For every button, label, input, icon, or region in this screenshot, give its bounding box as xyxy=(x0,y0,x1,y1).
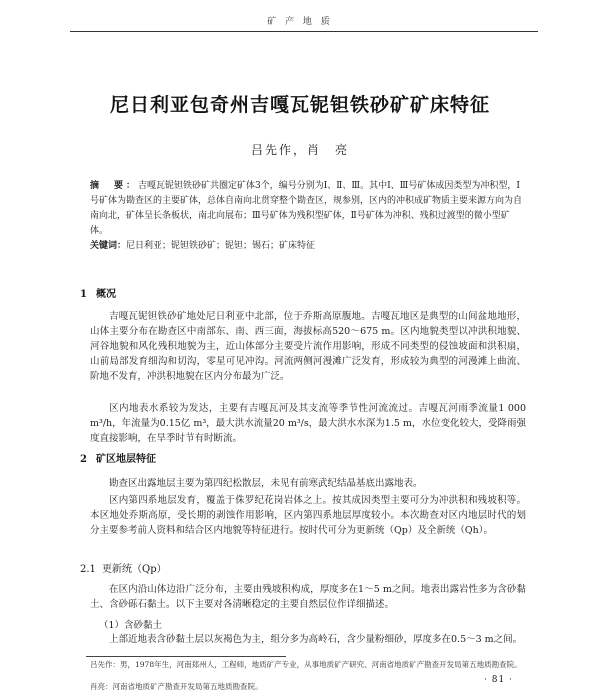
section-2-paragraph-1: 勘查区出露地层主要为第四纪松散层，未见有前寒武纪结晶基底出露地表。 xyxy=(109,478,423,489)
page-number: · 81 · xyxy=(484,675,513,685)
abstract-label: 摘 要： xyxy=(90,181,139,191)
footnote-rule xyxy=(86,656,286,657)
section-2-paragraph-2: 区内第四系地层发育，覆盖于侏罗纪花岗岩体之上。按其成因类型主要可分为冲洪积和残坡积等。本区地处乔斯高原，受长期的剥蚀作用影响，区内第四系地层厚度较小。本次勘查对区内地层时代的划分主要参考前人资料和结合区内地貌等特征进行。按时代可分为更新统（Qp）及全新统（Qh）。 xyxy=(90,495,526,536)
subsection-2-1-heading xyxy=(80,560,167,575)
authors: 吕先作，肖 亮 xyxy=(250,143,349,157)
footnote-unit: 肖亮：河南省地质矿产勘查开发局第五地质勘查院。 xyxy=(90,682,263,691)
abstract xyxy=(90,179,522,239)
subsection-2-1-title: 更新统（Qp） xyxy=(102,564,167,575)
section-2-number: 2 xyxy=(80,454,87,465)
section-1-heading xyxy=(80,285,116,300)
subsection-item-heading: （1）含砂黏土 xyxy=(99,620,163,631)
running-head: 矿 产 地 质 xyxy=(267,17,333,27)
keywords-text: 尼日利亚；铌钽铁砂矿；铌钽；锡石；矿床特征 xyxy=(126,241,316,251)
section-2-title: 矿区地层特征 xyxy=(96,454,156,465)
section-1-paragraph-2: 区内地表水系较为发达，主要有吉嘎瓦河及其支流等季节性河流流过。吉嘎瓦河雨季流量1 000 m³/h，年流量为0.15亿 m³，最大洪水流量20 m³/s，最大洪水水深为1.5 m，水位变化较大，受降雨强度直接影响，在旱季时节有时断流。 xyxy=(90,403,526,444)
abstract-text: 吉嘎瓦铌钽铁砂矿共圈定矿体3个，编号分别为Ⅰ、Ⅱ、Ⅲ。其中Ⅰ、Ⅲ号矿体成因类型为冲积型，Ⅰ号矿体为勘查区的主要矿体，总体自南向北贯穿整个勘查区，规参别，区内的冲积成矿物质主要来源方向为自南向北，矿体呈长条板状，南北向展布；Ⅲ号矿体为残积型矿体，Ⅱ号矿体为冲积、残积过渡型的微小型矿体。 xyxy=(90,181,523,236)
subsection-2-1-paragraph-1: 在区内沿山体边沿广泛分布，主要由残坡积构成，厚度多在1～5 m之间。地表出露岩性多为含砂黏土、含砂砾石黏土。以下主要对各清晰稳定的主要自然层位作详细描述。 xyxy=(90,584,526,610)
section-1-title: 概况 xyxy=(96,289,116,300)
subsection-2-1-paragraph-2: 上部近地表含砂黏土层以灰褐色为主，组分多为高岭石，含少量粉细砂，厚度多在0.5～3 m之间。 xyxy=(109,634,523,645)
section-2-heading xyxy=(80,450,156,465)
footnote-author: 吕先作：男，1978年生，河南郑州人，工程师，地质矿产专业，从事地质矿产研究、河南省地质矿产勘查开发局第五地质勘查院。 xyxy=(90,660,522,669)
section-1-number: 1 xyxy=(80,289,87,300)
paper-title: 尼日利亚包奇州吉嘎瓦铌钽铁砂矿矿床特征 xyxy=(109,94,490,116)
header-rule xyxy=(70,31,538,32)
subsection-2-1-number: 2.1 xyxy=(80,564,96,575)
section-1-paragraph-1: 吉嘎瓦铌钽铁砂矿地处尼日利亚中北部，位于乔斯高原腹地。吉嘎瓦地区是典型的山间盆地地形，山体主要分布在勘查区中南部东、南、西三面，海拔标高520～675 m。区内地貌类型以冲洪积地貌、河谷地貌和风化残积地貌为主，近山体部分主要受片流作用影响，形成不同类型的侵蚀坡面和洪积扇，山前局部发育细沟和切沟，零星可见冲沟。河流两侧河漫滩广泛发育，形成较为典型的河漫滩上曲流、阶地不发育，冲洪积地貌在区内分布最为广泛。 xyxy=(90,311,526,382)
keywords-label: 关键词： xyxy=(90,241,127,251)
keywords xyxy=(90,239,522,254)
